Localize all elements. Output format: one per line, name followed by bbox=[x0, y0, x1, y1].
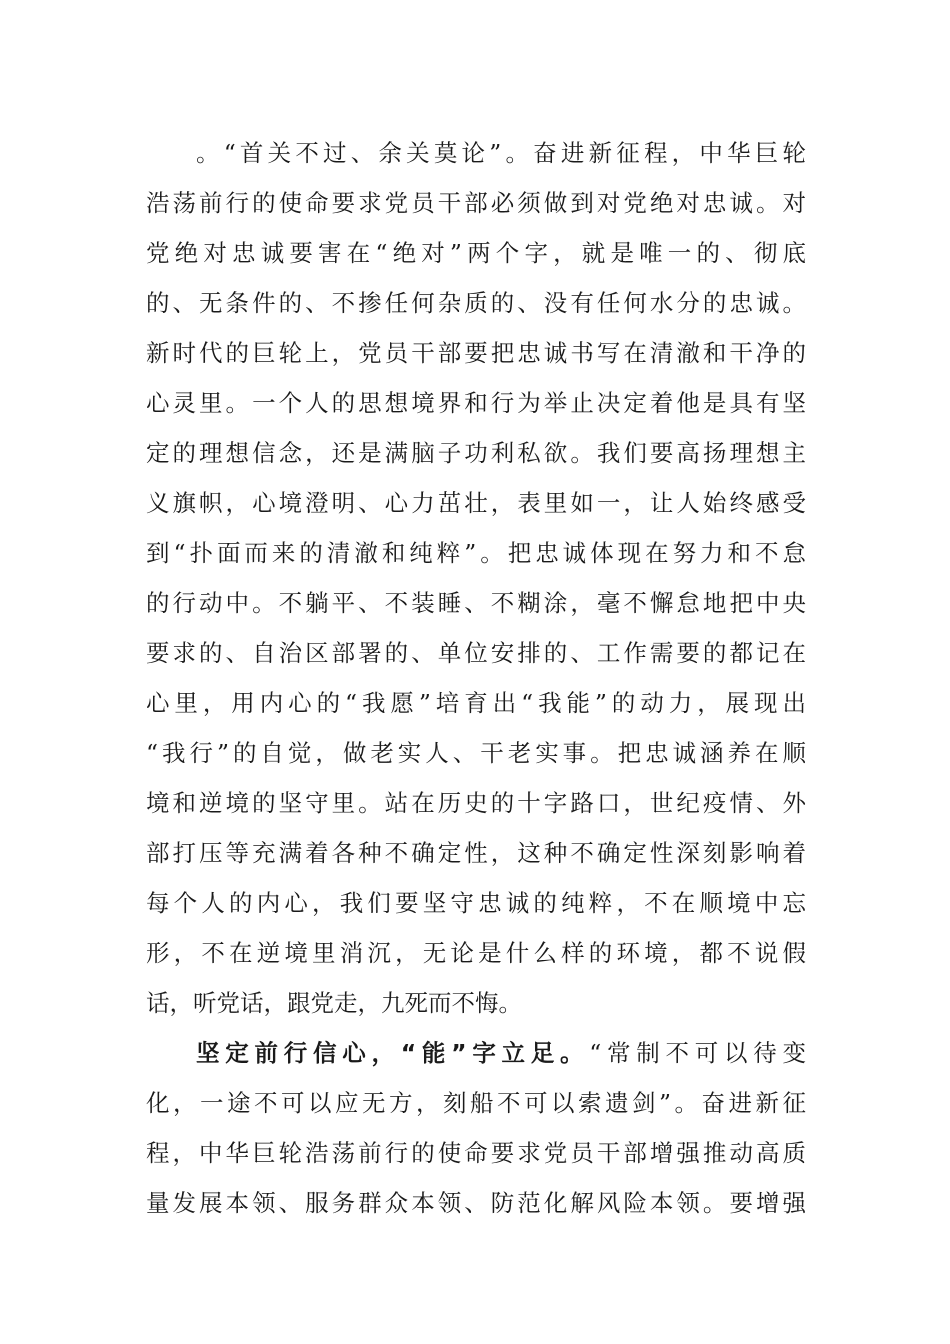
paragraph-1-line-12: 心里，用内心的“我愿”培育出“我能”的动力，展现出 bbox=[146, 689, 806, 717]
paragraph-2-line-3: 程，中华巨轮浩荡前行的使命要求党员干部增强推动高质 bbox=[146, 1139, 806, 1167]
paragraph-1-line-4: 的、无条件的、不掺任何杂质的、没有任何水分的忠诚。 bbox=[146, 289, 806, 317]
paragraph-1-line-16: 每个人的内心，我们要坚守忠诚的纯粹，不在顺境中忘 bbox=[146, 889, 806, 917]
paragraph-1-line-11: 要求的、自治区部署的、单位安排的、工作需要的都记在 bbox=[146, 639, 806, 667]
paragraph-2-heading: 坚定前行信心，“能”字立足。 bbox=[196, 1039, 590, 1067]
paragraph-1-line-1: 。“首关不过、余关莫论”。奋进新征程，中华巨轮 bbox=[196, 139, 806, 167]
paragraph-2-line-1 bbox=[196, 1028, 806, 1078]
paragraph-1-line-10: 的行动中。不躺平、不装睡、不糊涂，毫不懈怠地把中央 bbox=[146, 589, 806, 617]
paragraph-1-line-13: “我行”的自觉，做老实人、干老实事。把忠诚涵养在顺 bbox=[146, 739, 806, 767]
paragraph-2-line-2: 化，一途不可以应无方，刻船不可以索遗剑”。奋进新征 bbox=[146, 1089, 806, 1117]
paragraph-2-line-4: 量发展本领、服务群众本领、防范化解风险本领。要增强 bbox=[146, 1189, 806, 1217]
paragraph-1-line-8: 义旗帜，心境澄明、心力茁壮，表里如一，让人始终感受 bbox=[146, 489, 806, 517]
paragraph-1-line-3: 党绝对忠诚要害在“绝对”两个字，就是唯一的、彻底 bbox=[146, 239, 806, 267]
paragraph-1-line-5: 新时代的巨轮上，党员干部要把忠诚书写在清澈和干净的 bbox=[146, 339, 806, 367]
paragraph-1-line-2: 浩荡前行的使命要求党员干部必须做到对党绝对忠诚。对 bbox=[146, 189, 806, 217]
paragraph-1-line-9: 到“扑面而来的清澈和纯粹”。把忠诚体现在努力和不怠 bbox=[146, 539, 806, 567]
paragraph-1-line-17: 形，不在逆境里消沉，无论是什么样的环境，都不说假 bbox=[146, 939, 806, 967]
paragraph-1-line-15: 部打压等充满着各种不确定性，这种不确定性深刻影响着 bbox=[146, 839, 806, 867]
paragraph-1-line-6: 心灵里。一个人的思想境界和行为举止决定着他是具有坚 bbox=[146, 389, 806, 417]
paragraph-1-line-18: 话，听党话，跟党走，九死而不悔。 bbox=[146, 989, 522, 1017]
paragraph-1-line-14: 境和逆境的坚守里。站在历史的十字路口，世纪疫情、外 bbox=[146, 789, 806, 817]
paragraph-1-line-7: 定的理想信念，还是满脑子功利私欲。我们要高扬理想主 bbox=[146, 439, 806, 467]
paragraph-2-first-line-rest: “常制不可以待变 bbox=[589, 1039, 807, 1067]
